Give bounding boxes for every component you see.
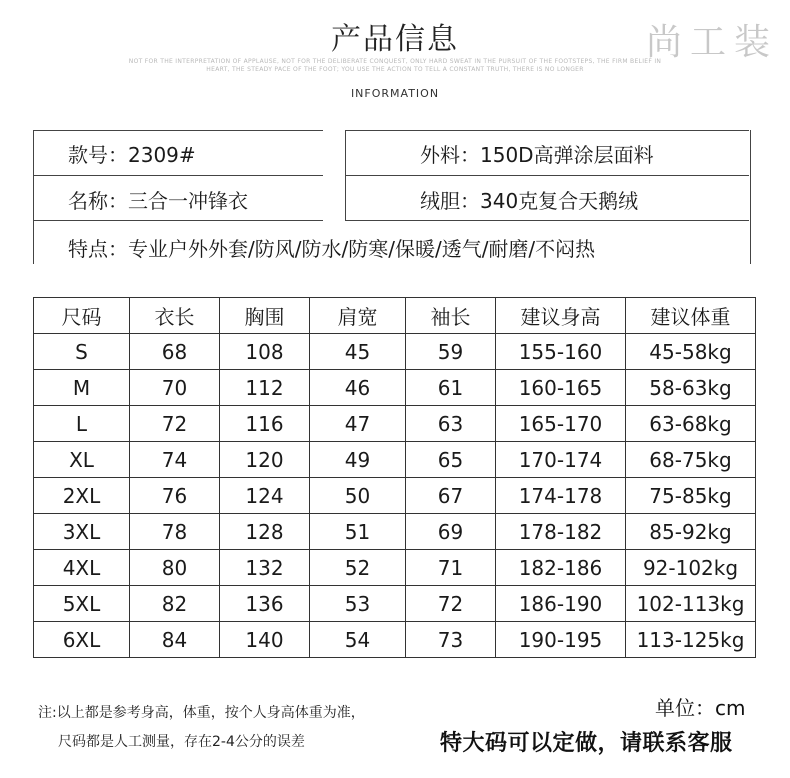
table-cell: S — [34, 334, 130, 370]
table-cell: 53 — [310, 586, 406, 622]
table-cell: 190-195 — [496, 622, 626, 658]
info-lining: 绒胆：340克复合天鹅绒 — [420, 189, 639, 213]
table-cell: 80 — [130, 550, 220, 586]
table-cell: 174-178 — [496, 478, 626, 514]
table-cell: 113-125kg — [626, 622, 756, 658]
table-cell: 74 — [130, 442, 220, 478]
table-row — [34, 622, 756, 658]
table-cell: 112 — [220, 370, 310, 406]
size-table-body — [34, 298, 756, 658]
fine-print-line-2: HEART, THE STEADY PACE OF THE FOOT; YOU USE THE ACTION TO TELL A CONSTANT TRUTH, THERE IS NO LONGER — [206, 66, 584, 73]
measurement-error-note: 尺码都是人工测量，存在2-4公分的误差 — [58, 734, 305, 750]
table-row — [34, 550, 756, 586]
table-cell: 69 — [406, 514, 496, 550]
table-header-cell: 袖长 — [406, 298, 496, 334]
table-cell: 54 — [310, 622, 406, 658]
table-cell: 170-174 — [496, 442, 626, 478]
table-cell: 82 — [130, 586, 220, 622]
table-cell: 58-63kg — [626, 370, 756, 406]
info-divider — [33, 175, 323, 176]
table-cell: 63 — [406, 406, 496, 442]
info-divider — [33, 220, 323, 221]
table-cell: 182-186 — [496, 550, 626, 586]
table-cell: 71 — [406, 550, 496, 586]
table-cell: 72 — [130, 406, 220, 442]
table-cell: 102-113kg — [626, 586, 756, 622]
table-row — [34, 406, 756, 442]
table-cell: XL — [34, 442, 130, 478]
table-cell: 45-58kg — [626, 334, 756, 370]
info-divider — [33, 130, 323, 131]
fine-print-line-1: NOT FOR THE INTERPRETATION OF APPLAUSE, NOT FOR THE DELIBERATE CONQUEST, ONLY HARD SWEAT IN THE PURSUIT OF THE FOOTSTEPS, THE FIRM BELIEF IN — [128, 58, 662, 65]
info-style-number: 款号：2309# — [68, 143, 196, 167]
info-divider — [345, 220, 749, 221]
brand-logo: 尚工装 — [646, 22, 779, 63]
table-cell: 160-165 — [496, 370, 626, 406]
table-cell: 116 — [220, 406, 310, 442]
table-cell: 65 — [406, 442, 496, 478]
info-product-name: 名称：三合一冲锋衣 — [68, 189, 248, 213]
table-cell: 132 — [220, 550, 310, 586]
info-outer-fabric: 外料：150D高弹涂层面料 — [420, 143, 654, 167]
measurement-note: 注:以上都是参考身高，体重，按个人身高体重为准， — [38, 705, 365, 721]
unit-label: 单位：cm — [655, 696, 746, 720]
table-header-row — [34, 298, 756, 334]
table-row — [34, 478, 756, 514]
table-cell: 136 — [220, 586, 310, 622]
table-cell: 76 — [130, 478, 220, 514]
table-cell: 124 — [220, 478, 310, 514]
table-cell: 2XL — [34, 478, 130, 514]
table-header-cell: 建议体重 — [626, 298, 756, 334]
table-cell: 84 — [130, 622, 220, 658]
table-cell: 63-68kg — [626, 406, 756, 442]
table-cell: 46 — [310, 370, 406, 406]
table-cell: 68-75kg — [626, 442, 756, 478]
info-column-divider — [345, 130, 346, 220]
table-row — [34, 514, 756, 550]
table-cell: 3XL — [34, 514, 130, 550]
table-cell: 75-85kg — [626, 478, 756, 514]
table-cell: 68 — [130, 334, 220, 370]
table-cell: 50 — [310, 478, 406, 514]
table-row — [34, 334, 756, 370]
custom-size-note: 特大码可以定做，请联系客服 — [440, 731, 733, 756]
table-row — [34, 586, 756, 622]
table-header-cell: 胸围 — [220, 298, 310, 334]
table-cell: 49 — [310, 442, 406, 478]
table-cell: 155-160 — [496, 334, 626, 370]
table-cell: 178-182 — [496, 514, 626, 550]
table-cell: 128 — [220, 514, 310, 550]
table-header-cell: 尺码 — [34, 298, 130, 334]
table-cell: 78 — [130, 514, 220, 550]
table-cell: 186-190 — [496, 586, 626, 622]
table-cell: 47 — [310, 406, 406, 442]
table-cell: 120 — [220, 442, 310, 478]
table-cell: 61 — [406, 370, 496, 406]
table-row — [34, 442, 756, 478]
info-divider — [345, 175, 749, 176]
table-header-cell: 衣长 — [130, 298, 220, 334]
info-divider — [345, 130, 749, 131]
info-features: 特点：专业户外外套/防风/防水/防寒/保暖/透气/耐磨/不闷热 — [68, 237, 596, 261]
table-cell: 67 — [406, 478, 496, 514]
table-cell: 85-92kg — [626, 514, 756, 550]
table-cell: 73 — [406, 622, 496, 658]
page-title: 产品信息 — [331, 22, 459, 57]
table-cell: 45 — [310, 334, 406, 370]
table-cell: 52 — [310, 550, 406, 586]
table-header-cell: 建议身高 — [496, 298, 626, 334]
table-row — [34, 370, 756, 406]
table-cell: M — [34, 370, 130, 406]
table-cell: 72 — [406, 586, 496, 622]
table-cell: 5XL — [34, 586, 130, 622]
size-table — [33, 297, 756, 658]
table-cell: 70 — [130, 370, 220, 406]
table-header-cell: 肩宽 — [310, 298, 406, 334]
table-cell: 59 — [406, 334, 496, 370]
table-cell: 140 — [220, 622, 310, 658]
table-cell: 92-102kg — [626, 550, 756, 586]
table-cell: 4XL — [34, 550, 130, 586]
table-cell: L — [34, 406, 130, 442]
table-cell: 108 — [220, 334, 310, 370]
table-cell: 165-170 — [496, 406, 626, 442]
table-cell: 51 — [310, 514, 406, 550]
page-subtitle: INFORMATION — [350, 87, 440, 100]
table-cell: 6XL — [34, 622, 130, 658]
